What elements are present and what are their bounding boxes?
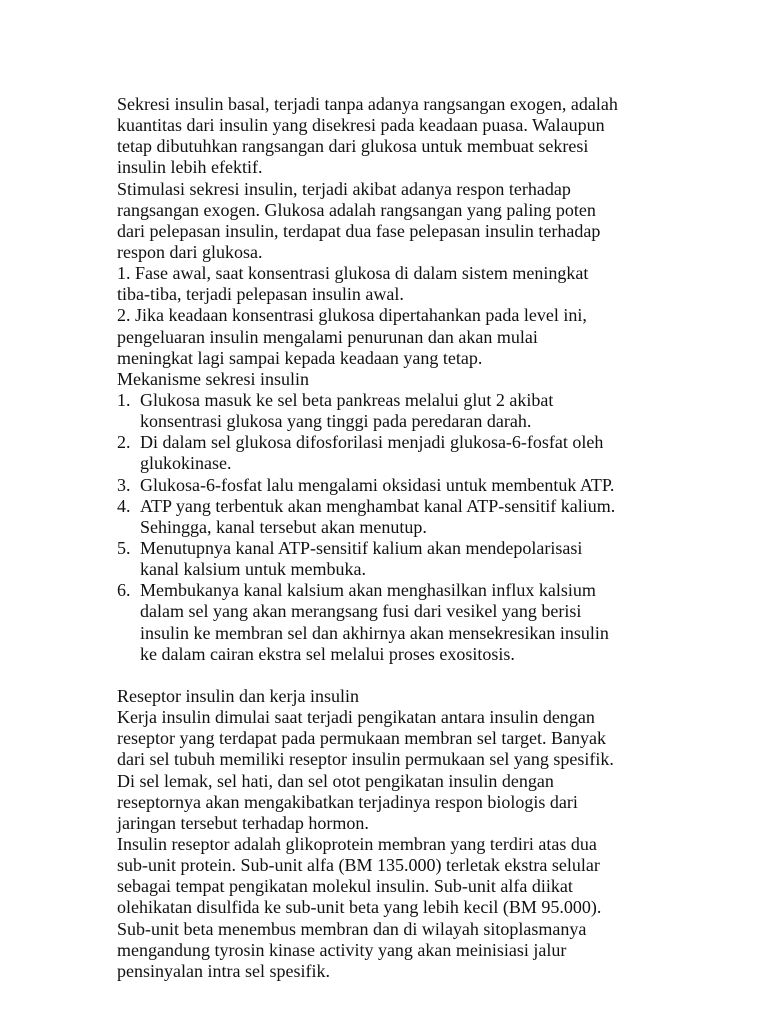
text-line: pensinyalan intra sel spesifik.: [117, 960, 330, 981]
mechanism-step-list: [117, 390, 717, 665]
document-body: [117, 94, 717, 982]
text-line: Sekresi insulin basal, terjadi tanpa adanya rangsangan exogen, adalah: [117, 94, 618, 114]
paragraph-receptor-structure: [117, 834, 717, 982]
text-line: pengeluaran insulin mengalami penurunan dan akan mulai: [117, 326, 538, 347]
text-line: 1. Fase awal, saat konsentrasi glukosa di dalam sistem meningkat: [117, 263, 589, 284]
mechanism-step: [117, 475, 717, 496]
step-number: 4.: [117, 495, 131, 516]
step-text: [140, 496, 717, 538]
text-line: Stimulasi sekresi insulin, terjadi akibat adanya respon terhadap: [117, 178, 571, 199]
paragraph-basal-secretion: [117, 94, 717, 179]
text-line: jaringan tersebut terhadap hormon.: [117, 812, 369, 833]
text-line: Insulin reseptor adalah glikoprotein membran yang terdiri atas dua: [117, 833, 597, 854]
step-text: [140, 538, 717, 580]
text-line: Kerja insulin dimulai saat terjadi pengikatan antara insulin dengan: [117, 707, 595, 728]
step-text: [140, 390, 717, 432]
text-line: tiba-tiba, terjadi pelepasan insulin awal.: [117, 284, 404, 305]
text-line: meningkat lagi sampai kepada keadaan yang tetap.: [117, 347, 483, 368]
mechanism-step: [117, 390, 717, 432]
mechanism-step: [117, 432, 717, 474]
text-line: Di sel lemak, sel hati, dan sel otot pengikatan insulin dengan: [117, 770, 554, 791]
text-line: Menutupnya kanal ATP-sensitif kalium akan mendepolarisasi: [140, 537, 583, 558]
text-line: glukokinase.: [140, 453, 232, 474]
text-line: respon dari glukosa.: [117, 241, 263, 262]
text-line: ke dalam cairan ekstra sel melalui proses exositosis.: [140, 643, 515, 664]
text-line: Di dalam sel glukosa difosforilasi menjadi glukosa-6-fosfat oleh: [140, 432, 604, 453]
text-line: kanal kalsium untuk membuka.: [140, 559, 366, 580]
step-text: [140, 432, 717, 474]
text-line: Sehingga, kanal tersebut akan menutup.: [140, 516, 427, 537]
release-phase-2: [117, 305, 717, 368]
text-line: dalam sel yang akan merangsang fusi dari vesikel yang berisi: [140, 601, 582, 622]
mechanism-step: [117, 580, 717, 665]
text-line: mengandung tyrosin kinase activity yang akan meinisiasi jalur: [117, 939, 567, 960]
text-line: reseptor yang terdapat pada permukaan membran sel target. Banyak: [117, 728, 606, 749]
text-line: kuantitas dari insulin yang disekresi pada keadaan puasa. Walaupun: [117, 115, 605, 136]
step-number: 3.: [117, 474, 131, 495]
text-line: Sub-unit beta menembus membran dan di wilayah sitoplasmanya: [117, 918, 587, 939]
text-line: rangsangan exogen. Glukosa adalah rangsangan yang paling poten: [117, 199, 596, 220]
paragraph-stimulated-secretion: [117, 179, 717, 264]
text-line: 2. Jika keadaan konsentrasi glukosa dipertahankan pada level ini,: [117, 305, 587, 326]
paragraph-insulin-action: [117, 707, 717, 834]
step-number: 1.: [117, 389, 131, 410]
text-line: olehikatan disulfida ke sub-unit beta yang lebih kecil (BM 95.000).: [117, 897, 602, 918]
text-line: insulin ke membran sel dan akhirnya akan mensekresikan insulin: [140, 622, 609, 643]
text-line: insulin lebih efektif.: [117, 157, 263, 178]
mechanism-step: [117, 496, 717, 538]
text-line: dari pelepasan insulin, terdapat dua fase pelepasan insulin terhadap: [117, 220, 601, 241]
text-line: sub-unit protein. Sub-unit alfa (BM 135.000) terletak ekstra selular: [117, 855, 600, 876]
step-number: 6.: [117, 580, 131, 601]
step-text: [140, 475, 717, 496]
mechanism-step: [117, 538, 717, 580]
text-line: sebagai tempat pengikatan molekul insulin. Sub-unit alfa diikat: [117, 876, 573, 897]
text-line: Membukanya kanal kalsium akan menghasilkan influx kalsium: [140, 580, 596, 601]
text-line: ATP yang terbentuk akan menghambat kanal ATP-sensitif kalium.: [140, 495, 616, 516]
section-heading-receptor: Reseptor insulin dan kerja insulin: [117, 685, 359, 706]
blank-line: [117, 665, 717, 686]
release-phase-1: [117, 263, 717, 305]
text-line: reseptornya akan mengakibatkan terjadinya respon biologis dari: [117, 791, 578, 812]
text-line: dari sel tubuh memiliki reseptor insulin permukaan sel yang spesifik.: [117, 749, 614, 770]
text-line: konsentrasi glukosa yang tinggi pada peredaran darah.: [140, 411, 532, 432]
text-line: Glukosa-6-fosfat lalu mengalami oksidasi untuk membentuk ATP.: [140, 474, 615, 495]
text-line: tetap dibutuhkan rangsangan dari glukosa untuk membuat sekresi: [117, 136, 589, 157]
step-text: [140, 580, 717, 665]
step-number: 5.: [117, 537, 131, 558]
step-number: 2.: [117, 432, 131, 453]
section-heading-mechanism: Mekanisme sekresi insulin: [117, 368, 309, 389]
text-line: Glukosa masuk ke sel beta pankreas melalui glut 2 akibat: [140, 389, 554, 410]
